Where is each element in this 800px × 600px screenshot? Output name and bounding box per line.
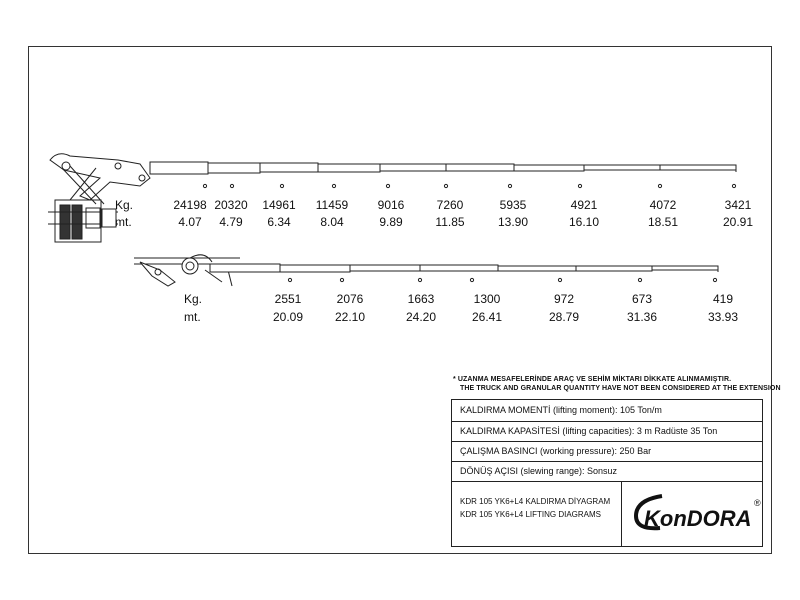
kg-label-2: Kg. [184,292,203,306]
spec-row-pressure [452,442,762,462]
kg-value: 9016 [377,198,405,212]
jib-linkage-2 [140,262,175,286]
kg-label-1: Kg. [115,198,134,212]
mt-value: 8.04 [320,215,344,229]
mt-value: 28.79 [548,310,580,324]
mt-value: 22.10 [334,310,366,324]
kg-value: 3421 [724,198,752,212]
slewing-range-text: DÖNÜŞ AÇISI (slewing range): Sonsuz [460,466,618,476]
mt-value: 16.10 [568,215,600,229]
mt-value: 11.85 [435,215,465,229]
kondora-logo [622,478,762,544]
kg-value: 4921 [570,198,598,212]
mt-value: 24.20 [405,310,437,324]
mt-label-2: mt. [184,310,201,324]
extension-note-tr: * UZANMA MESAFELERİNDE ARAÇ VE SEHİM MİKTARI DİKKATE ALINMAMIŞTIR. [453,376,732,383]
kg-value: 5935 [499,198,527,212]
mt-value: 31.36 [626,310,658,324]
mt-value: 6.34 [267,215,291,229]
lifting-moment-text: KALDIRMA MOMENTİ (lifting moment): 105 Ton/m [460,405,662,415]
jib-section-2a [210,264,280,272]
radius-markers-2 [288,278,716,281]
mt-value: 18.51 [647,215,679,229]
mt-value: 26.41 [471,310,503,324]
mt-value: 4.79 [219,215,243,229]
kg-value: 673 [631,292,653,306]
mt-label-1: mt. [115,215,132,229]
kg-value: 14961 [262,198,296,212]
mt-value: 13.90 [497,215,529,229]
kg-value: 24198 [173,198,207,212]
kg-value: 1663 [407,292,435,306]
lifting-capacity-text: KALDIRMA KAPASİTESİ (lifting capacities): 3 m Radüste 35 Ton [460,426,718,436]
kg-value: 4072 [649,198,677,212]
svg-text:KonDORA: KonDORA [644,506,752,531]
extension-note-en: THE TRUCK AND GRANULAR QUANTITY HAVE NOT BEEN CONSIDERED AT THE EXTENSION [460,385,781,392]
mt-value: 9.89 [379,215,403,229]
title-en: KDR 105 YK6+L4 LIFTING DIAGRAMS [460,510,602,519]
kg-value: 2551 [274,292,302,306]
kg-value: 972 [553,292,575,306]
kg-value: 1300 [473,292,501,306]
spec-row-capacity [452,422,762,442]
kg-value: 7260 [436,198,464,212]
mt-value: 20.91 [722,215,754,229]
mt-value: 20.09 [272,310,304,324]
working-pressure-text: ÇALIŞMA BASINCI (working pressure): 250 Bar [460,446,652,456]
kg-value: 2076 [336,292,364,306]
svg-text:®: ® [754,498,761,508]
kg-value: 11459 [315,198,349,212]
spec-row-moment [452,400,762,422]
title-tr: KDR 105 YK6+L4 KALDIRMA DİYAGRAM [460,497,611,506]
mt-value: 33.93 [707,310,739,324]
kg-value: 20320 [214,198,248,212]
kondora-logo-mark [622,478,762,544]
kg-value: 419 [712,292,734,306]
mt-value: 4.07 [178,215,202,229]
